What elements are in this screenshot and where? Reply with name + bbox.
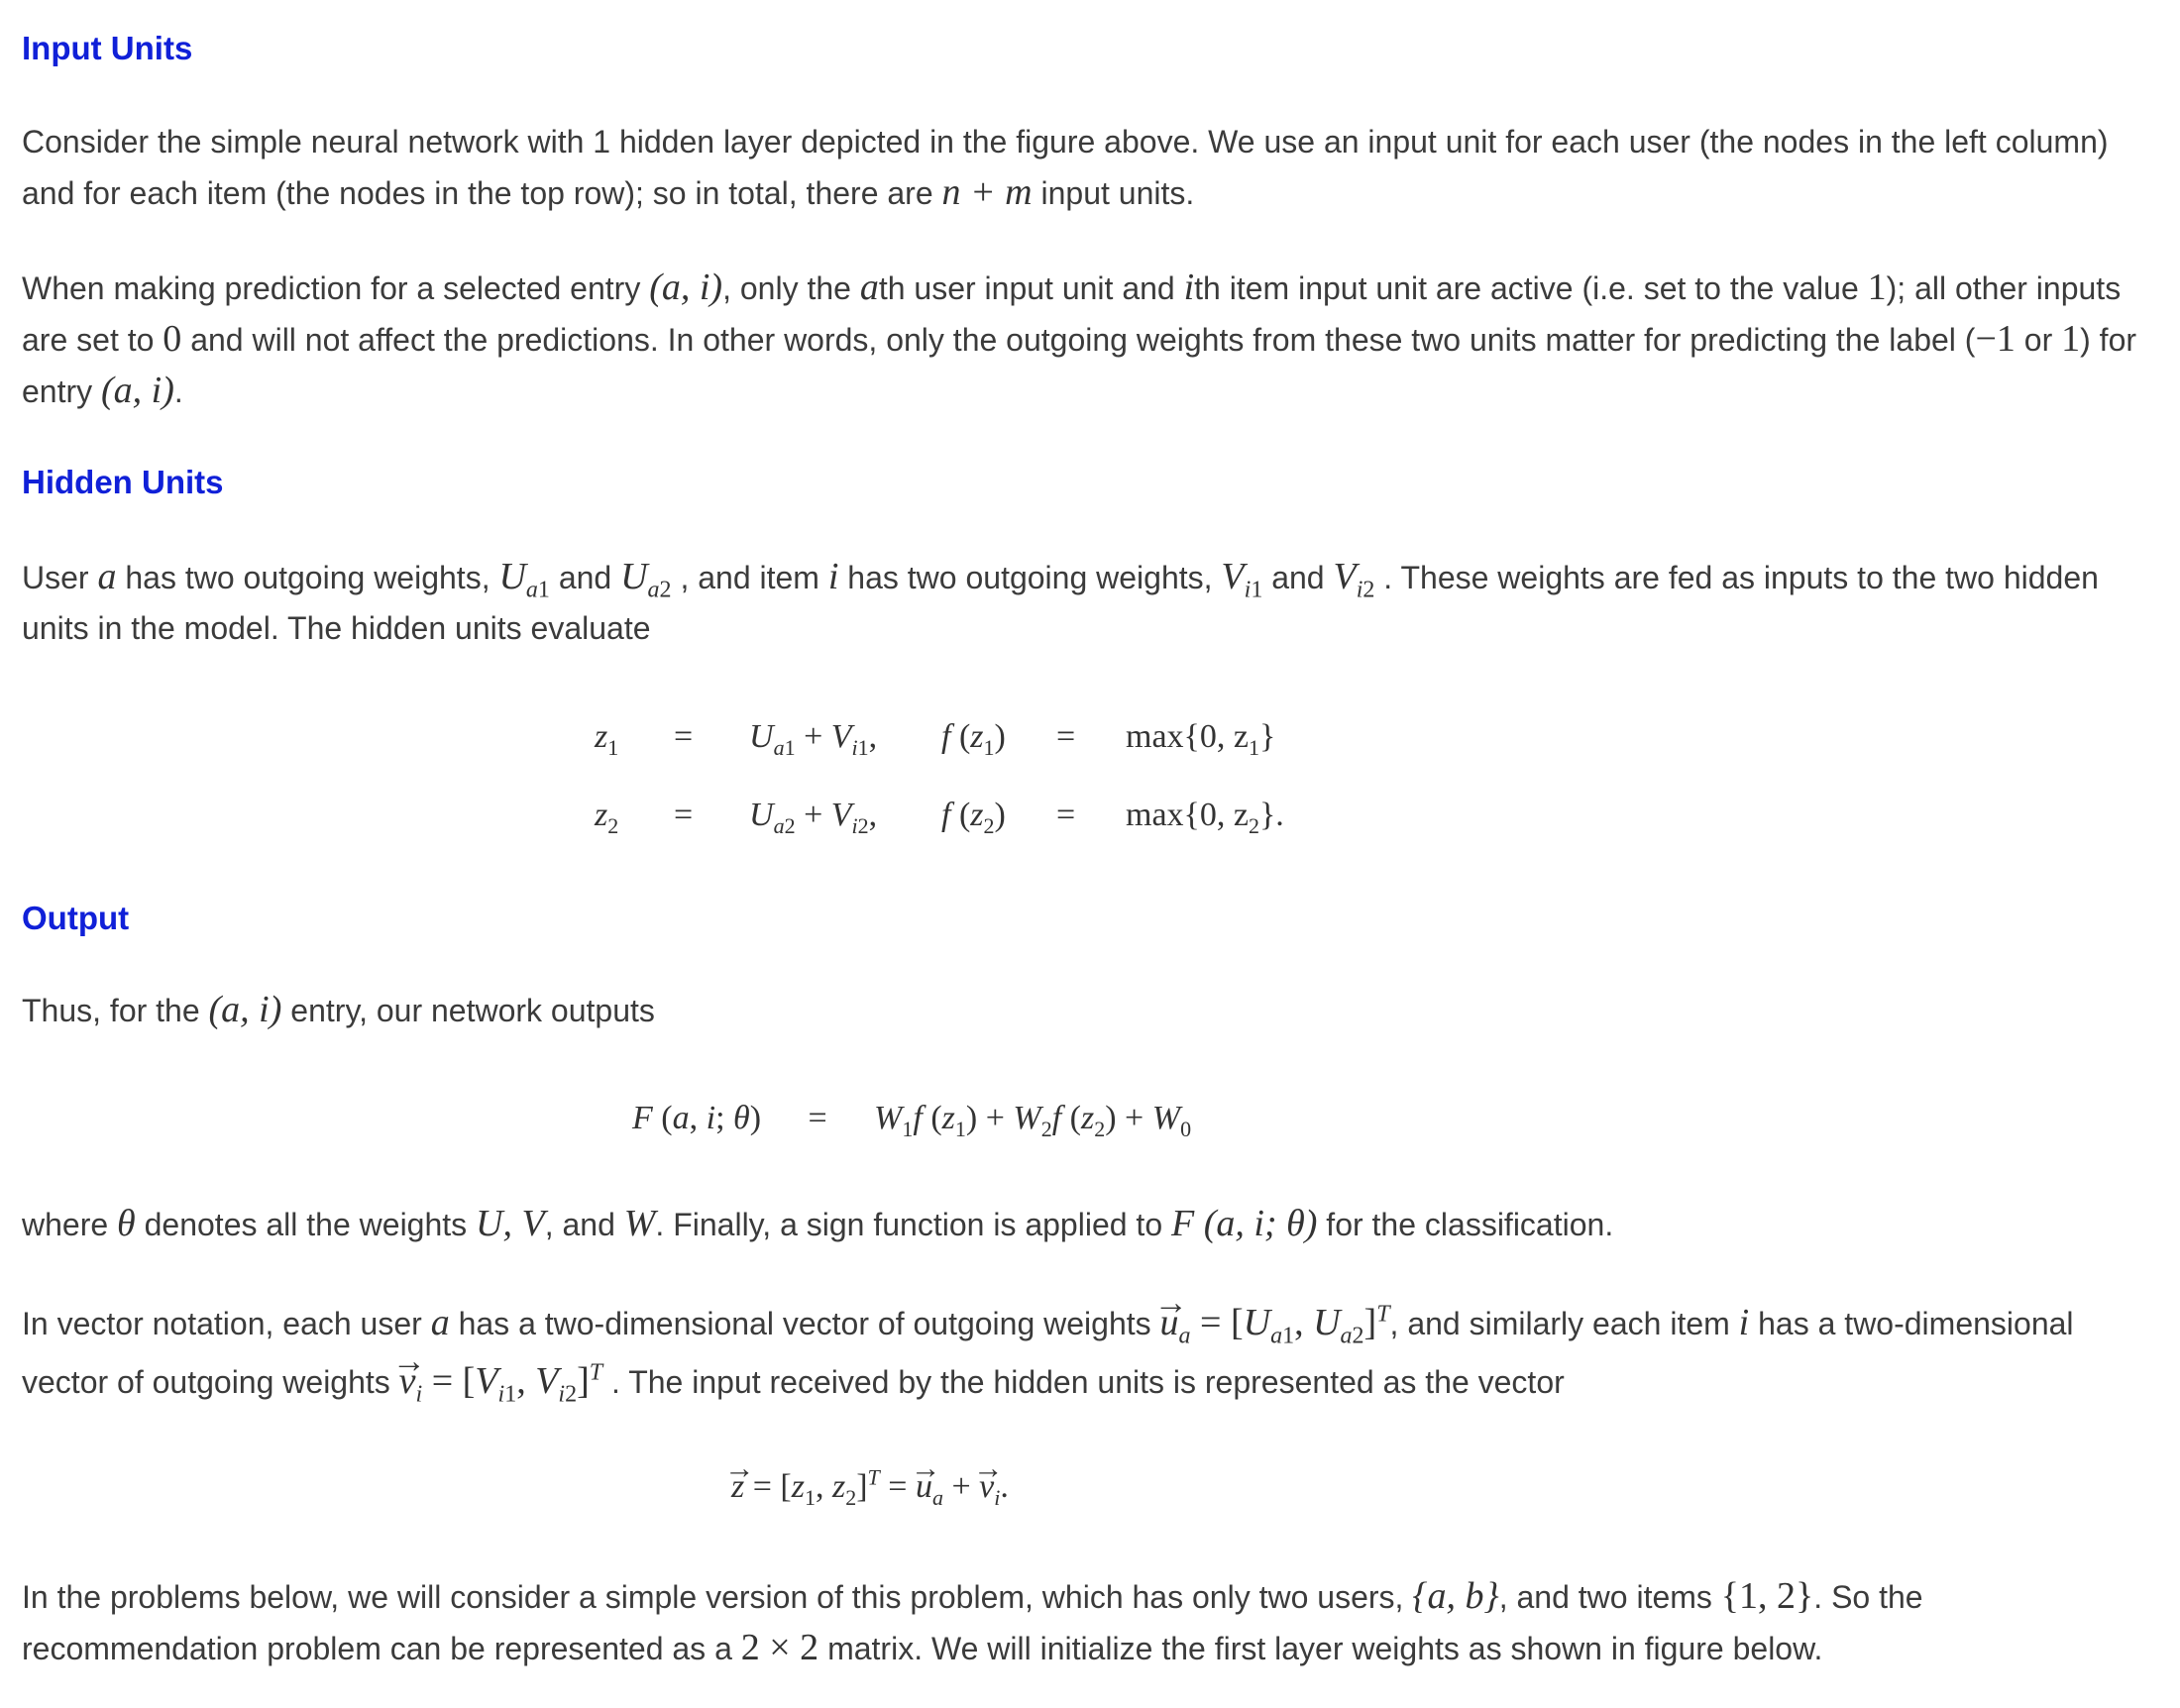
math-v-i-vector: → $v_i = [V_{i1}$, $V_{i2}]^T$ bbox=[399, 1360, 602, 1402]
equation-network-output: F (a, i; $\theta) = W_1f$ $(z_1) + W_2f$ $(z_2) + W_0$ bbox=[632, 1100, 1192, 1141]
paragraph-output-1: Thus, for the (a, i) entry, our network outputs bbox=[22, 989, 655, 1030]
paragraph-output-2: where θ denotes all the weights U, V, and W. Finally, a sign function is applied to F (a, i; θ) for the classification. bbox=[22, 1203, 1614, 1244]
equation-hidden-input-vector: → $z = [z_1$, $z_2]^T$ = → $u_a$ + → $v_i$. bbox=[731, 1468, 1009, 1506]
paragraph-hidden-units-1: User a has two outgoing weights, $U_{a1}$ and $U_{a2}$ , and item i has two outgoing weights, $V_{i1}$ and $V_{i2}$ . These weights are fed as inputs to the two hidden units in the model. The hidden units evaluate bbox=[22, 556, 2099, 646]
math-u-a-vector: → $u_a = [U_{a1}$, $U_{a2}]^T$ bbox=[1160, 1302, 1390, 1343]
math-entry: (a, i) bbox=[649, 267, 723, 308]
equation-row-z1: $z_1$ = $U_{a1} + V_{i1}$, f $(z_1)$ = max{0, $z_1$} bbox=[595, 717, 1276, 760]
paragraph-input-units-1: Consider the simple neural network with 1 hidden layer depicted in the figure above. We use an input unit for each user (the nodes in the left column) and for each item (the nodes in the top row); so in total, there are n + m input units. bbox=[22, 124, 2109, 213]
math-V-i1: $V_{i1}$ bbox=[1221, 556, 1263, 603]
paragraph-output-3: In vector notation, each user a has a two-dimensional vector of outgoing weights → $u_a = [U_{a1}$, $U_{a2}]^T$, and similarly each item i has a two-dimensional vector of outgoing weights → $v_i = [V_{i1}$, $V_{i2}]^T$ . The input received by the hidden units is represented as the vector bbox=[22, 1294, 2162, 1411]
math-V-i2: $V_{i2}$ bbox=[1333, 556, 1375, 603]
paragraph-output-4: In the problems below, we will consider a simple version of this problem, which has only two users, {a, b}, and two items {1, 2}. So the recommendation problem can be represented as a 2 × 2 matrix. We will initialize the first layer weights as shown in figure below. bbox=[22, 1575, 1923, 1668]
equation-hidden-units bbox=[595, 697, 1284, 854]
equation-row-z2: $z_2$ = $U_{a2} + V_{i2}$, f $(z_2)$ = max{0, $z_2$}. bbox=[595, 796, 1284, 838]
heading-output: Output bbox=[22, 900, 130, 936]
math-U-a1: $U_{a1}$ bbox=[498, 556, 550, 603]
heading-input-units: Input Units bbox=[22, 30, 193, 66]
heading-hidden-units: Hidden Units bbox=[22, 464, 224, 500]
math-n-plus-m: n + m bbox=[941, 171, 1033, 213]
math-U-a2: $U_{a2}$ bbox=[620, 556, 672, 603]
paragraph-input-units-2: When making prediction for a selected entry (a, i), only the ath user input unit and ith item input unit are active (i.e. set to the value 1); all other inputs are set to 0 and will not affect the predictions. In other words, only the outgoing weights from these two units matter for predicting the label (−1 or 1) for entry (a, i). bbox=[22, 267, 2137, 411]
